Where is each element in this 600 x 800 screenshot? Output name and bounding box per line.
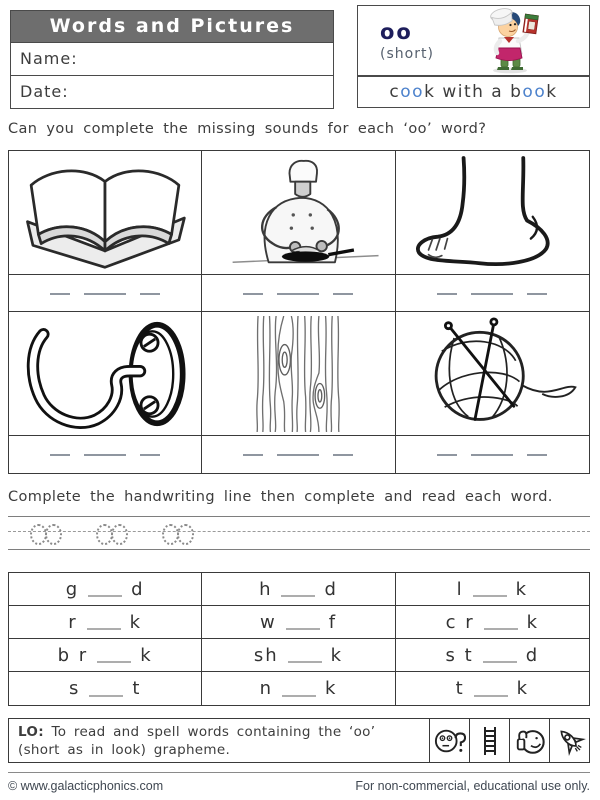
wool-image (402, 317, 582, 431)
word-cell (396, 573, 589, 606)
sound-blanks-wool (396, 436, 589, 473)
wood-image (250, 316, 346, 432)
sound-blank-short (140, 292, 160, 295)
phrase-text: k (546, 82, 558, 102)
word-suffix-letters: f (328, 611, 338, 633)
sound-blank-short (50, 292, 70, 295)
sound-blanks-wood (202, 436, 395, 473)
word-cell (396, 606, 589, 639)
word-cell (396, 672, 589, 705)
lo-icon-cell (429, 719, 469, 762)
missing-oo-blank (88, 593, 122, 597)
trace-letter-o (111, 524, 128, 545)
word-cell (396, 639, 589, 672)
date-field-row: Date: (10, 76, 334, 109)
sound-blanks-book (9, 275, 202, 312)
word-prefix-letters: s (68, 678, 81, 699)
word-cell (202, 639, 395, 672)
missing-oo-blank (474, 693, 508, 697)
picture-cell-book (9, 151, 202, 275)
instruction-pictures: Can you complete the missing sounds for each ‘oo’ word? (8, 121, 487, 137)
sound-blank-long (84, 453, 126, 456)
instruction-handwriting: Complete the handwriting line then complete and read each word. (8, 489, 553, 505)
word-prefix-letters: w (259, 611, 277, 633)
header-box (10, 10, 334, 109)
grapheme-qualifier: (short) (380, 45, 434, 62)
sound-blank-short (437, 292, 457, 295)
learning-objective-box (8, 718, 590, 763)
sound-blank-short (140, 453, 160, 456)
chef-character-illustration (468, 8, 546, 74)
word-cell (202, 606, 395, 639)
learning-objective-text (9, 719, 429, 762)
missing-oo-blank (286, 626, 320, 630)
trace-oo-group (30, 524, 60, 545)
word-suffix-letters: d (131, 578, 145, 600)
word-prefix-letters: c r (445, 611, 475, 633)
word-prefix-letters: t (455, 678, 465, 699)
sound-blank-short (527, 453, 547, 456)
picture-grid (8, 150, 590, 474)
missing-oo-blank (281, 593, 315, 597)
word-suffix-letters: k (324, 678, 338, 699)
sound-blank-short (243, 292, 263, 295)
word-prefix-letters: l (456, 578, 464, 600)
sound-blank-short (50, 453, 70, 456)
trace-oo-group (96, 524, 126, 545)
footer (8, 779, 590, 793)
lo-icon-cell (509, 719, 549, 762)
sound-label (358, 20, 468, 62)
word-suffix-letters: k (526, 611, 540, 633)
sound-blanks-foot (396, 275, 589, 312)
footer-divider (8, 772, 590, 773)
missing-oo-blank (89, 693, 123, 697)
missing-oo-blank (87, 626, 121, 630)
missing-oo-blank (288, 659, 322, 663)
trace-oo-group (162, 524, 192, 545)
missing-oo-blank (97, 659, 131, 663)
picture-cell-hook (9, 312, 202, 436)
word-cell (9, 672, 202, 705)
lo-icon-cell (549, 719, 589, 762)
phrase-text: c (389, 82, 401, 102)
word-table (8, 572, 590, 706)
sound-box (357, 5, 590, 76)
name-field-row: Name: (10, 43, 334, 76)
word-prefix-letters: n (259, 678, 273, 699)
word-cell (9, 606, 202, 639)
book-image (15, 156, 195, 270)
word-suffix-letters: t (132, 678, 142, 699)
word-prefix-letters: b r (57, 644, 89, 666)
sound-blanks-hook (9, 436, 202, 473)
word-suffix-letters: d (324, 578, 338, 600)
phrase-oo-highlight: oo (400, 82, 425, 102)
picture-cell-cook (202, 151, 395, 275)
thinking-face-icon (434, 726, 466, 756)
word-prefix-letters: s t (445, 644, 474, 666)
missing-oo-blank (473, 593, 507, 597)
trace-letter-o (177, 524, 194, 545)
word-suffix-letters: d (525, 644, 540, 666)
word-suffix-letters: k (515, 578, 529, 600)
lo-icon-cell (469, 719, 509, 762)
page-title: Words and Pictures (10, 10, 334, 43)
thumbs-up-icon (514, 726, 546, 756)
foot-image (402, 156, 582, 270)
word-prefix-letters: g (65, 578, 80, 600)
trace-letter-o (45, 524, 62, 545)
sound-blank-short (333, 453, 353, 456)
missing-oo-blank (483, 659, 517, 663)
word-prefix-letters: r (68, 611, 78, 633)
word-prefix-letters: sh (253, 644, 279, 666)
ladder-icon (480, 726, 500, 756)
phrase-text: k with a b (424, 82, 523, 102)
word-suffix-letters: k (330, 644, 344, 666)
word-prefix-letters: h (259, 578, 273, 600)
word-cell (202, 672, 395, 705)
sound-blank-long (277, 292, 319, 295)
word-cell (9, 639, 202, 672)
rocket-icon (554, 726, 586, 756)
missing-oo-blank (484, 626, 518, 630)
word-suffix-letters: k (140, 644, 153, 666)
lo-body: To read and spell words containing the ‘oo’ (short as in look) grapheme. (18, 724, 376, 759)
picture-cell-foot (396, 151, 589, 275)
grapheme-label: oo (380, 19, 413, 44)
license-text: For non-commercial, educational use only. (355, 779, 590, 793)
cook-image (208, 156, 388, 270)
phrase-oo-highlight: oo (522, 82, 547, 102)
sound-blank-short (437, 453, 457, 456)
sound-blank-short (243, 453, 263, 456)
sound-blanks-cook (202, 275, 395, 312)
sound-blank-long (471, 453, 513, 456)
word-suffix-letters: k (129, 611, 143, 633)
word-suffix-letters: k (516, 678, 530, 699)
sound-blank-long (471, 292, 513, 295)
picture-cell-wool (396, 312, 589, 436)
sound-blank-long (84, 292, 126, 295)
word-cell (9, 573, 202, 606)
missing-oo-blank (282, 693, 316, 697)
hook-image (15, 317, 195, 431)
word-cell (202, 573, 395, 606)
picture-cell-wood (202, 312, 395, 436)
sound-blank-long (277, 453, 319, 456)
copyright-text: © www.galacticphonics.com (8, 779, 164, 793)
sound-blank-short (333, 292, 353, 295)
lo-label: LO: (18, 724, 44, 740)
handwriting-line (8, 516, 590, 550)
sound-blank-short (527, 292, 547, 295)
sound-phrase (357, 76, 590, 108)
